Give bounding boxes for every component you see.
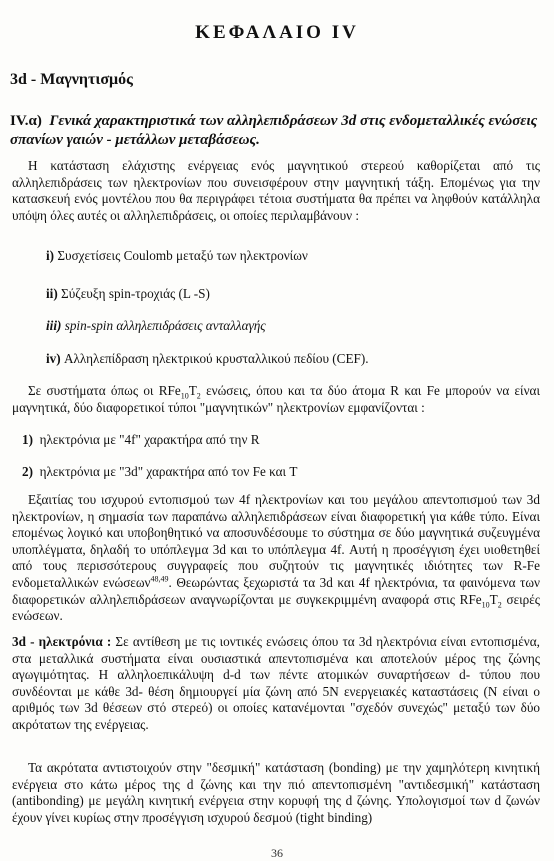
systems-paragraph (12, 383, 540, 416)
formula-subscript: 10 (180, 391, 189, 401)
interaction-item (46, 248, 536, 264)
formula-element: T (489, 591, 498, 607)
interaction-item (46, 318, 536, 334)
localization-text-3: σειρές ενώσεων. (12, 591, 540, 624)
section-title: 3d - Μαγνητισμός (10, 71, 133, 88)
interaction-label: iv) (46, 351, 61, 366)
interaction-label: ii) (46, 286, 58, 301)
interaction-text: Αλληλεπίδραση ηλεκτρικού κρυσταλλικού πεδίου (CEF). (63, 351, 369, 366)
electron-type-text: ηλεκτρόνια με "3d" χαρακτήρα από τον Fe και T (39, 464, 298, 479)
electron-type-item (22, 464, 512, 480)
interaction-text: Σύζευξη spin-τροχιάς (L -S) (61, 286, 210, 301)
electron-type-item (22, 432, 512, 448)
interaction-text: spin-spin αλληλεπιδράσεις ανταλλαγής (64, 318, 266, 333)
systems-text-after: ενώσεις, όπου και τα δύο άτομα R και Fe μπορούν να είναι μαγνητικά, δύο διαφορετικοί τύποι "μαγνητικών" ηλεκτρονίων εμφανίζονται : (12, 383, 541, 415)
electrons-3d-paragraph (12, 634, 540, 734)
electron-type-label: 2) (22, 464, 33, 479)
electrons-3d-text: Σε αντίθεση με τις ιοντικές ενώσεις όπου τα 3d ηλεκτρόνια είναι εντοπισμένα, στα μεταλλικά συστήματα είναι ουσιαστικά απεντοπισμένα και αποτελούν μέρος της ζώνης αγωγιμότητας. Η αλληλοεπικάλυψη d-d των πέντε ατομικών συναρτήσεων d- τύπου που συνδέονται με κάθε 3d- θέση δημιουργεί μία ζώνη από 5N ενεργειακές καταστάσεις (N είναι ο αριθμός των 3d θέσεων στό στερεό) οι οποίες κατανέμονται "σχεδόν συνεχώς" μεταξύ των δύο ακρότατων της ενέργειας. (12, 634, 540, 732)
subsection-title: Γενικά χαρακτηριστικά των αλληλεπιδράσεων 3d στις ενδομεταλλικές ενώσεις σπανίων γαιών - μετάλλων μεταβάσεως. (10, 113, 538, 148)
localization-paragraph (12, 492, 540, 625)
interaction-text: Συσχετίσεις Coulomb μεταξύ των ηλεκτρονίων (57, 248, 308, 263)
page-number: 36 (271, 846, 283, 860)
formula-element: T (188, 383, 197, 398)
electrons-3d-lead: 3d - ηλεκτρόνια : (12, 634, 112, 649)
subsection-number: IV.α) (10, 113, 42, 129)
electron-type-label: 1) (22, 432, 33, 447)
interaction-item (46, 286, 536, 302)
systems-text-before: Σε συστήματα όπως οι RFe (28, 383, 181, 398)
intro-paragraph: Η κατάσταση ελάχιστης ενέργειας ενός μαγνητικού στερεού καθορίζεται από τις αλληλεπιδράσεις των ηλεκτρονίων που συνεισφέρουν στην μαγνητική τάξη. Επομένως για την κατασκευή ενός μοντέλου που θα περιγράφει τέτοια συστήματα θα πρέπει να ληφθούν κατάλληλα υπόψη όλες αυτές οι αλληλεπιδράσεις, οι οποίες περιλαμβάνουν : (12, 158, 540, 223)
interaction-label: iii) (46, 318, 62, 333)
interaction-label: i) (46, 248, 55, 263)
bands-paragraph: Τα ακρότατα αντιστοιχούν στην "δεσμική" κατάσταση (bonding) με την χαμηλότερη κινητική ενέργεια στο κάτω μέρος της d ζώνης και την πιό απεντοπισμένη "αντιδεσμική" κατάσταση (antibonding) με μεγάλη κινητική ενέργεια στην κορυφή της d ζώνης. Υπολογισμοί των d ζωνών έχουν γίνει κυρίως στην προσέγγιση ισχυρού δεσμού (tight binding) (12, 760, 540, 825)
localization-text-1: Εξαιτίας του ισχυρού εντοπισμού των 4f ηλεκτρονίων και του μεγάλου απεντοπισμού των 3d ηλεκτρονίων, η σημασία των παραπάνω αλληλεπιδράσεων είναι διαφορετική για κάθε τύπο. Είναι επομένως λογικό και υποβοηθητικό να αποσυνδέσουμε το σύστημα σε δύο μαγνητικά συζευγμένα υποπλέγματα, δηλαδή το υπόπλεγμα 3d και το υπόπλεγμα 4f. Αυτή η προσέγγιση έχει υιοθετηθεί από τους περισσότερους συγγραφείς που συζητούν τις μαγνητικές ιδιότητες των R-Fe ενδομεταλλικών ενώσεων (12, 492, 540, 590)
formula-subscript: 2 (196, 391, 201, 401)
localization-text-2: . Θεωρώντας ξεχωριστά τα 3d και 4f ηλεκτρόνια, τα φαινόμενα των διαφορετικών αλληλεπιδράσεων αναγνωρίζονται με συγκεκριμμένη αναφορά στις RFe (12, 574, 540, 607)
chapter-heading: ΚΕΦΑΛΑΙΟ IV (195, 22, 359, 43)
formula-subscript: 2 (497, 600, 502, 610)
formula-subscript: 10 (481, 600, 490, 610)
reference-superscript: 48,49 (150, 574, 169, 584)
electron-type-text: ηλεκτρόνια με "4f" χαρακτήρα από την R (39, 432, 260, 447)
subsection-heading (10, 112, 545, 150)
interaction-item (46, 351, 536, 367)
